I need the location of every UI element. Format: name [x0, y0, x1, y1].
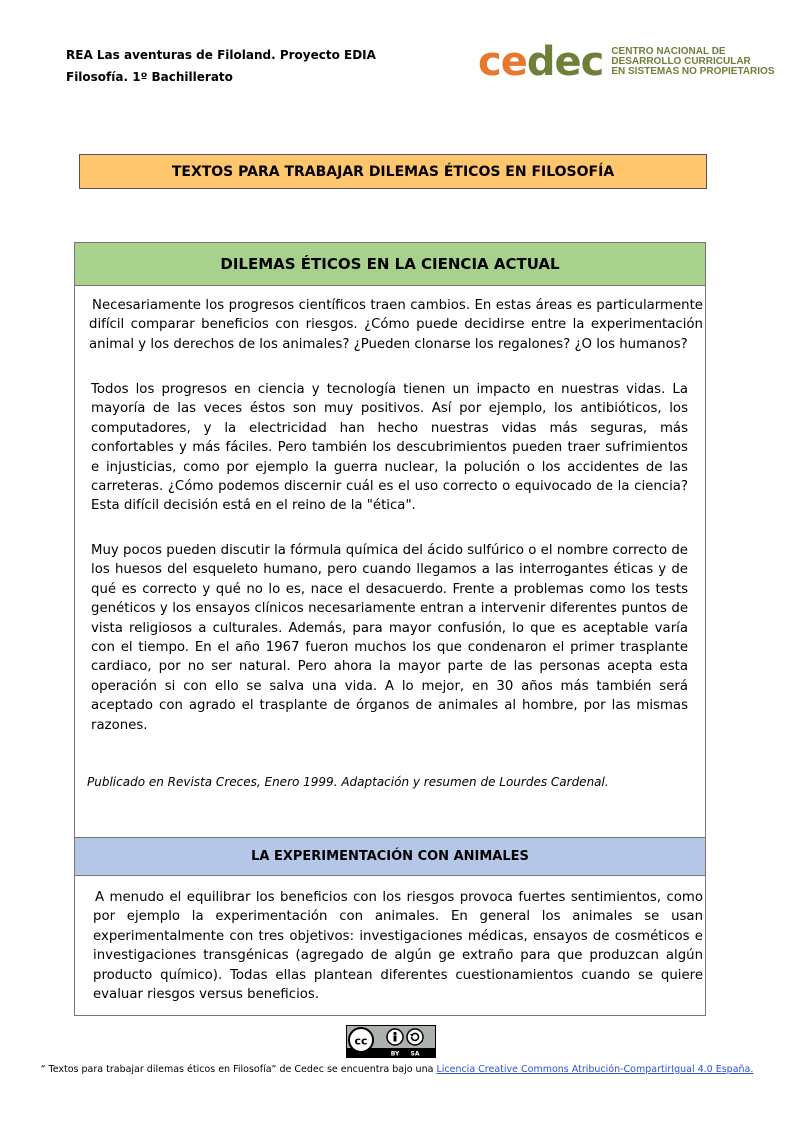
- logo-sub-line-3: EN SISTEMAS NO PROPIETARIOS: [611, 66, 775, 77]
- license-text: “ Textos para trabajar dilemas éticos en Filosofía” de Cedec se encuentra bajo una: [40, 1064, 437, 1075]
- paragraph-progresos: Todos los progresos en ciencia y tecnología tienen un impacto en nuestras vidas. La mayoría de las veces éstos son muy positivos. Así por ejemplo, los antibióticos, los computadores, y la electricidad han hecho nuestras vidas más seguras, más confortables y más fáciles. Pero también los descubrimientos pueden traer sufrimientos e injusticias, como por ejemplo la guerra nuclear, la polución o los accidentes de las carreteras. ¿Cómo podemos discernir cuál es el uso correcto o equivocado de la ciencia? Esta difícil decisión está en el reino de la "ética".: [91, 382, 688, 514]
- cedec-logo-word: cedec: [478, 39, 604, 85]
- content-box: [74, 242, 706, 1016]
- logo-sub-line-1: CENTRO NACIONAL DE: [611, 46, 726, 57]
- source-citation: Publicado en Revista Creces, Enero 1999. Adaptación y resumen de Lourdes Cardenal.: [87, 775, 609, 789]
- logo-sub-line-2: DESARROLLO CURRICULAR: [611, 56, 751, 67]
- section-heading-dilemas: DILEMAS ÉTICOS EN LA CIENCIA ACTUAL: [75, 243, 705, 286]
- paragraph-experimentacion: A menudo el equilibrar los beneficios con los riesgos provoca fuertes sentimientos, como por ejemplo la experimentación con animales. En general los animales se usan experimentalmente con tres objetivos: investigaciones médicas, ensayos de cosméticos e investigaciones transgénicas (agregado de algún ge extraño para que produzcan algún producto químico). Todas ellas plantean diferentes cuestionamientos cuando se quiere evaluar riesgos versus beneficios.: [93, 890, 703, 1003]
- cc-by-sa-badge-icon: [346, 1025, 436, 1058]
- section-heading-experimentacion: LA EXPERIMENTACIÓN CON ANIMALES: [75, 837, 705, 876]
- document-title: TEXTOS PARA TRABAJAR DILEMAS ÉTICOS EN FILOSOFÍA: [79, 154, 707, 189]
- header-project-line: REA Las aventuras de Filoland. Proyecto EDIA: [66, 48, 376, 62]
- cedec-logo-subtitle: [611, 47, 774, 77]
- svg-text:cc: cc: [354, 1034, 368, 1048]
- header-info: [66, 44, 376, 88]
- cc-sa-label: SA: [410, 1050, 420, 1057]
- cedec-logo: [478, 39, 775, 85]
- license-link[interactable]: Licencia Creative Commons Atribución-CompartirIgual 4.0 España.: [436, 1064, 754, 1075]
- paragraph-intro: Necesariamente los progresos científicos traen cambios. En estas áreas es particularmente difícil comparar beneficios con riesgos. ¿Cómo puede decidirse entre la experimentación animal y los derechos de los animales? ¿Pueden clonarse los regalones? ¿O los humanos?: [89, 298, 703, 352]
- header-course-line: Filosofía. 1º Bachillerato: [66, 70, 233, 84]
- license-notice: [40, 1064, 754, 1076]
- cc-by-label: BY: [390, 1050, 400, 1057]
- paragraph-desacuerdo: Muy pocos pueden discutir la fórmula química del ácido sulfúrico o el nombre correcto de los huesos del esqueleto humano, pero cuando llegamos a las interrogantes éticas y de qué es correcto y qué no lo es, nace el desacuerdo. Frente a problemas como los tests genéticos y los ensayos clínicos necesariamente entran a intervenir diferentes puntos de vista religiosos a culturales. Además, para mayor confusión, lo que es aceptable varía con el tiempo. En el año 1967 fueron muchos los que condenaron el primer trasplante cardiaco, por no ser natural. Pero ahora la mayor parte de las personas acepta esta operación si con ello se salva una vida. A lo mejor, en 30 años más también será aceptado con agrado el trasplante de órganos de animales al hombre, por las mismas razones.: [91, 543, 688, 733]
